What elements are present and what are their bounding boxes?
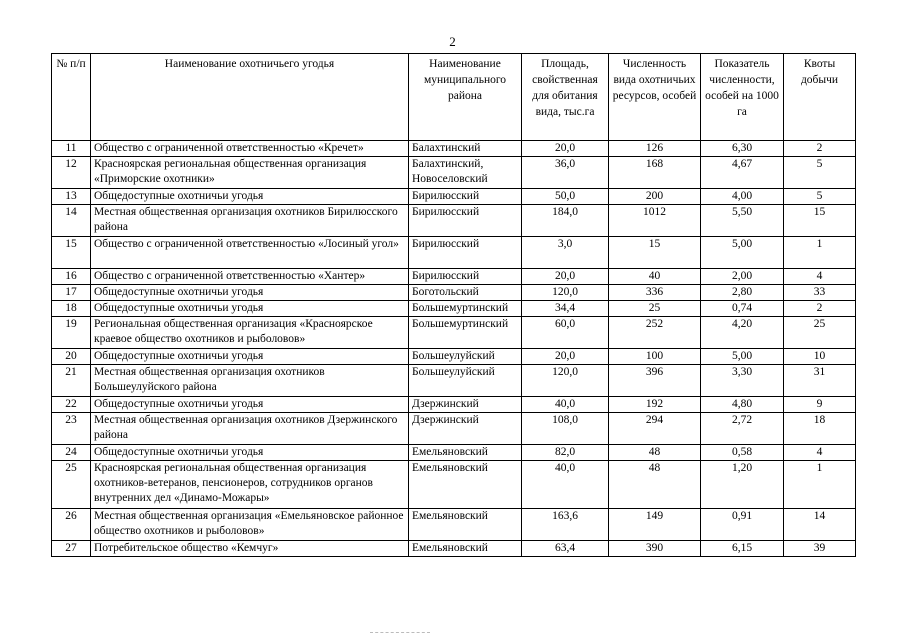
cell-name: Местная общественная организация охотников Бирилюсского района [91, 205, 409, 237]
cell-district: Бирилюсский [409, 205, 522, 237]
cell-num: 14 [52, 205, 91, 237]
cell-num: 17 [52, 285, 91, 301]
cell-name: Общедоступные охотничьи угодья [91, 301, 409, 317]
cell-quota: 4 [784, 445, 856, 461]
cell-quota: 2 [784, 301, 856, 317]
cell-name: Местная общественная организация «Емельяновское районное общество охотников и рыболовов» [91, 509, 409, 541]
cell-index: 5,50 [701, 205, 784, 237]
cell-area: 40,0 [522, 461, 609, 509]
cell-quota: 39 [784, 541, 856, 557]
cell-quota: 5 [784, 157, 856, 189]
cell-quota: 1 [784, 237, 856, 269]
page-bottom-mark [370, 632, 430, 635]
cell-index: 0,74 [701, 301, 784, 317]
cell-count: 48 [609, 445, 701, 461]
cell-index: 5,00 [701, 349, 784, 365]
cell-district: Бирилюсский [409, 189, 522, 205]
cell-index: 4,67 [701, 157, 784, 189]
cell-count: 126 [609, 141, 701, 157]
header-area: Площадь, свойственная для обитания вида, тыс.га [522, 54, 609, 141]
table-row [52, 189, 856, 205]
cell-area: 20,0 [522, 349, 609, 365]
cell-area: 20,0 [522, 141, 609, 157]
cell-district: Боготольский [409, 285, 522, 301]
cell-name: Общедоступные охотничьи угодья [91, 285, 409, 301]
cell-area: 120,0 [522, 285, 609, 301]
cell-num: 19 [52, 317, 91, 349]
cell-district: Большемуртинский [409, 317, 522, 349]
cell-count: 252 [609, 317, 701, 349]
cell-num: 11 [52, 141, 91, 157]
cell-num: 16 [52, 269, 91, 285]
cell-area: 63,4 [522, 541, 609, 557]
cell-index: 6,30 [701, 141, 784, 157]
cell-count: 336 [609, 285, 701, 301]
cell-num: 27 [52, 541, 91, 557]
cell-area: 20,0 [522, 269, 609, 285]
cell-num: 22 [52, 397, 91, 413]
header-district: Наименование муниципального района [409, 54, 522, 141]
cell-area: 184,0 [522, 205, 609, 237]
cell-index: 0,91 [701, 509, 784, 541]
cell-quota: 10 [784, 349, 856, 365]
table-row [52, 205, 856, 237]
table-row [52, 269, 856, 285]
cell-num: 25 [52, 461, 91, 509]
cell-name: Общедоступные охотничьи угодья [91, 189, 409, 205]
cell-area: 50,0 [522, 189, 609, 205]
cell-index: 4,20 [701, 317, 784, 349]
cell-index: 2,80 [701, 285, 784, 301]
cell-quota: 5 [784, 189, 856, 205]
cell-name: Общедоступные охотничьи угодья [91, 349, 409, 365]
table-row [52, 445, 856, 461]
table-row [52, 509, 856, 541]
table-row [52, 365, 856, 397]
cell-count: 168 [609, 157, 701, 189]
cell-name: Местная общественная организация охотников Большеулуйского района [91, 365, 409, 397]
cell-quota: 15 [784, 205, 856, 237]
table-row [52, 285, 856, 301]
cell-area: 60,0 [522, 317, 609, 349]
cell-district: Емельяновский [409, 445, 522, 461]
cell-name: Общедоступные охотничьи угодья [91, 445, 409, 461]
header-num: № п/п [52, 54, 91, 141]
header-name: Наименование охотничьего угодья [91, 54, 409, 141]
cell-quota: 14 [784, 509, 856, 541]
cell-name: Местная общественная организация охотников Дзержинского района [91, 413, 409, 445]
cell-quota: 4 [784, 269, 856, 285]
cell-district: Бирилюсский [409, 237, 522, 269]
table-row [52, 541, 856, 557]
cell-quota: 25 [784, 317, 856, 349]
table-row [52, 461, 856, 509]
cell-area: 82,0 [522, 445, 609, 461]
cell-district: Большемуртинский [409, 301, 522, 317]
cell-district: Дзержинский [409, 397, 522, 413]
cell-count: 48 [609, 461, 701, 509]
cell-index: 4,80 [701, 397, 784, 413]
cell-index: 2,00 [701, 269, 784, 285]
cell-quota: 2 [784, 141, 856, 157]
table-row [52, 413, 856, 445]
cell-area: 40,0 [522, 397, 609, 413]
cell-index: 2,72 [701, 413, 784, 445]
cell-count: 396 [609, 365, 701, 397]
header-quota: Квоты добычи [784, 54, 856, 141]
page-number: 2 [449, 34, 456, 49]
cell-district: Емельяновский [409, 541, 522, 557]
cell-num: 23 [52, 413, 91, 445]
cell-district: Дзержинский [409, 413, 522, 445]
cell-num: 20 [52, 349, 91, 365]
cell-name: Общедоступные охотничьи угодья [91, 397, 409, 413]
cell-index: 3,30 [701, 365, 784, 397]
cell-name: Общество с ограниченной ответственностью «Кречет» [91, 141, 409, 157]
table-row [52, 141, 856, 157]
cell-district: Бирилюсский [409, 269, 522, 285]
cell-area: 34,4 [522, 301, 609, 317]
cell-index: 5,00 [701, 237, 784, 269]
cell-count: 149 [609, 509, 701, 541]
cell-quota: 1 [784, 461, 856, 509]
cell-index: 0,58 [701, 445, 784, 461]
cell-num: 15 [52, 237, 91, 269]
table-row [52, 317, 856, 349]
cell-num: 24 [52, 445, 91, 461]
cell-name: Красноярская региональная общественная организация «Приморские охотники» [91, 157, 409, 189]
cell-num: 18 [52, 301, 91, 317]
cell-quota: 9 [784, 397, 856, 413]
cell-num: 26 [52, 509, 91, 541]
cell-name: Региональная общественная организация «Красноярское краевое общество охотников и рыболовов» [91, 317, 409, 349]
cell-count: 200 [609, 189, 701, 205]
table-row [52, 397, 856, 413]
cell-count: 100 [609, 349, 701, 365]
cell-name: Потребительское общество «Кемчуг» [91, 541, 409, 557]
cell-name: Общество с ограниченной ответственностью «Хантер» [91, 269, 409, 285]
cell-index: 4,00 [701, 189, 784, 205]
cell-num: 12 [52, 157, 91, 189]
cell-district: Балахтинский [409, 141, 522, 157]
cell-count: 390 [609, 541, 701, 557]
cell-count: 192 [609, 397, 701, 413]
cell-area: 163,6 [522, 509, 609, 541]
table-row [52, 301, 856, 317]
cell-count: 15 [609, 237, 701, 269]
cell-name: Общество с ограниченной ответственностью «Лосиный угол» [91, 237, 409, 269]
cell-name: Красноярская региональная общественная организация охотников-ветеранов, пенсионеров, сотрудников органов внутренних дел «Динамо-Можары» [91, 461, 409, 509]
cell-district: Емельяновский [409, 509, 522, 541]
hunting-grounds-table [51, 53, 856, 557]
cell-quota: 33 [784, 285, 856, 301]
table-row [52, 349, 856, 365]
cell-district: Балахтинский, Новоселовский [409, 157, 522, 189]
cell-area: 108,0 [522, 413, 609, 445]
cell-district: Большеулуйский [409, 365, 522, 397]
table-body [52, 141, 856, 557]
cell-area: 3,0 [522, 237, 609, 269]
cell-area: 36,0 [522, 157, 609, 189]
cell-num: 21 [52, 365, 91, 397]
cell-index: 6,15 [701, 541, 784, 557]
cell-count: 25 [609, 301, 701, 317]
header-count: Численность вида охотничьих ресурсов, особей [609, 54, 701, 141]
cell-area: 120,0 [522, 365, 609, 397]
cell-quota: 31 [784, 365, 856, 397]
cell-count: 294 [609, 413, 701, 445]
cell-district: Большеулуйский [409, 349, 522, 365]
cell-quota: 18 [784, 413, 856, 445]
cell-index: 1,20 [701, 461, 784, 509]
header-index: Показатель численности, особей на 1000 га [701, 54, 784, 141]
cell-num: 13 [52, 189, 91, 205]
table-row [52, 237, 856, 269]
table-row [52, 157, 856, 189]
cell-count: 1012 [609, 205, 701, 237]
table-header [52, 54, 856, 141]
cell-district: Емельяновский [409, 461, 522, 509]
cell-count: 40 [609, 269, 701, 285]
